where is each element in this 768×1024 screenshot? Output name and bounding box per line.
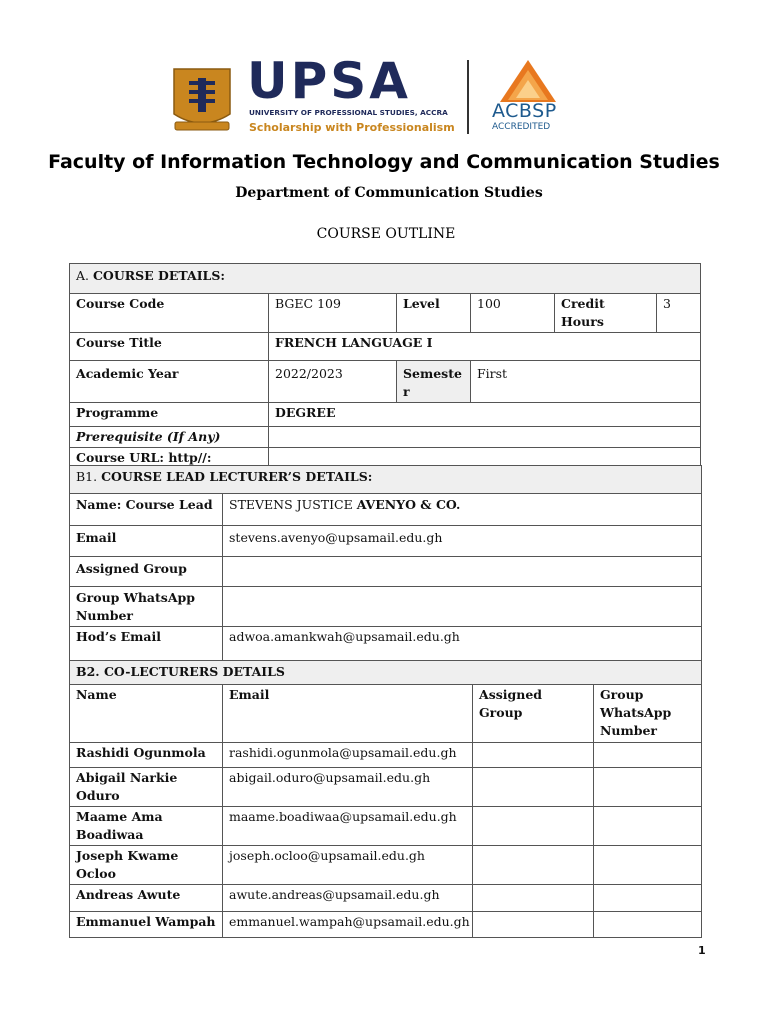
- col-header-whatsapp: Group WhatsApp Number: [594, 685, 702, 743]
- lead-name-label: Name: Course Lead: [70, 494, 223, 526]
- course-details-table: [69, 263, 701, 469]
- header-logos: [0, 0, 768, 150]
- course-code-label: Course Code: [70, 294, 269, 333]
- department-title: Department of Communication Studies: [235, 185, 543, 201]
- co-lecturer-whatsapp: [594, 807, 702, 846]
- assigned-group-value: [223, 557, 702, 587]
- col-header-assigned-group: Assigned Group: [473, 685, 594, 743]
- faculty-title: Faculty of Information Technology and Communication Studies: [48, 151, 720, 173]
- co-lecturer-email: joseph.ocloo@upsamail.edu.gh: [223, 846, 473, 885]
- co-lecturer-email: awute.andreas@upsamail.edu.gh: [223, 885, 473, 912]
- course-title-value: FRENCH LANGUAGE I: [269, 333, 701, 361]
- acbsp-triangle-icon: [500, 60, 556, 104]
- whatsapp-value: [223, 587, 702, 627]
- course-title-label: Course Title: [70, 333, 269, 361]
- co-lecturer-group: [473, 885, 594, 912]
- co-lecturer-whatsapp: [594, 885, 702, 912]
- co-lecturer-email: emmanuel.wampah@upsamail.edu.gh: [223, 912, 473, 938]
- section-a-title: COURSE DETAILS:: [92, 268, 225, 283]
- table-row: [70, 768, 702, 807]
- section-b1-title: COURSE LEAD LECTURER’S DETAILS:: [101, 469, 373, 484]
- programme-value: DEGREE: [269, 403, 701, 427]
- section-a-heading: [70, 264, 701, 294]
- co-lecturer-email: maame.boadiwaa@upsamail.edu.gh: [223, 807, 473, 846]
- table-row: [70, 912, 702, 938]
- lead-email-label: Email: [70, 526, 223, 557]
- acbsp-subtitle: ACCREDITED: [492, 122, 551, 132]
- course-code-value: BGEC 109: [269, 294, 397, 333]
- co-lecturer-whatsapp: [594, 912, 702, 938]
- co-lecturer-group: [473, 846, 594, 885]
- acbsp-wordmark: ACBSP: [492, 100, 557, 122]
- co-lecturer-group: [473, 743, 594, 768]
- table-row: [70, 846, 702, 885]
- co-lecturer-name: Emmanuel Wampah: [70, 912, 223, 938]
- col-header-name: Name: [70, 685, 223, 743]
- semester-label: Semeste r: [397, 361, 471, 403]
- level-label: Level: [397, 294, 471, 333]
- co-lecturer-email: rashidi.ogunmola@upsamail.edu.gh: [223, 743, 473, 768]
- whatsapp-label: Group WhatsApp Number: [70, 587, 223, 627]
- credit-hours-value: 3: [657, 294, 701, 333]
- table-row: [70, 885, 702, 912]
- co-lecturer-group: [473, 807, 594, 846]
- credit-hours-label: Credit Hours: [555, 294, 657, 333]
- document-title: COURSE OUTLINE: [316, 226, 456, 242]
- co-lecturer-name: Andreas Awute: [70, 885, 223, 912]
- section-b1-prefix: B1.: [76, 469, 102, 484]
- table-row: [70, 807, 702, 846]
- upsa-tagline: Scholarship with Professionalism: [249, 121, 455, 134]
- course-url-label: Course URL: http//:: [70, 448, 269, 469]
- co-lecturer-whatsapp: [594, 768, 702, 807]
- lead-name-plain: STEVENS JUSTICE: [229, 497, 357, 512]
- section-b2-heading: B2. CO-LECTURERS DETAILS: [70, 661, 702, 685]
- lecturer-details-table: [69, 465, 702, 938]
- upsa-subtitle: UNIVERSITY OF PROFESSIONAL STUDIES, ACCRA: [249, 108, 448, 117]
- programme-label: Programme: [70, 403, 269, 427]
- upsa-crest-logo: [171, 66, 233, 136]
- co-lecturer-name: Maame Ama Boadiwaa: [70, 807, 223, 846]
- assigned-group-label: Assigned Group: [70, 557, 223, 587]
- logo-divider: [467, 60, 469, 134]
- section-a-prefix: A.: [76, 268, 93, 283]
- co-lecturer-name: Rashidi Ogunmola: [70, 743, 223, 768]
- hod-email-label: Hod’s Email: [70, 627, 223, 661]
- academic-year-label: Academic Year: [70, 361, 269, 403]
- hod-email-value: adwoa.amankwah@upsamail.edu.gh: [223, 627, 702, 661]
- section-b1-heading: [70, 466, 702, 494]
- level-value: 100: [471, 294, 555, 333]
- co-lecturer-name: Joseph Kwame Ocloo: [70, 846, 223, 885]
- semester-value: First: [471, 361, 701, 403]
- upsa-wordmark: UPSA: [247, 52, 411, 110]
- lead-name-value: [223, 494, 702, 526]
- co-lecturer-group: [473, 768, 594, 807]
- co-lecturer-email: abigail.oduro@upsamail.edu.gh: [223, 768, 473, 807]
- col-header-email: Email: [223, 685, 473, 743]
- table-row: [70, 743, 702, 768]
- co-lecturer-whatsapp: [594, 743, 702, 768]
- co-lecturer-name: Abigail Narkie Oduro: [70, 768, 223, 807]
- co-lecturer-group: [473, 912, 594, 938]
- prerequisite-value: [269, 427, 701, 448]
- co-lecturer-whatsapp: [594, 846, 702, 885]
- academic-year-value: 2022/2023: [269, 361, 397, 403]
- page-number: 1: [698, 944, 706, 957]
- lead-name-bold: AVENYO & CO.: [356, 497, 461, 512]
- prerequisite-label: Prerequisite (If Any): [70, 427, 269, 448]
- lead-email-value: stevens.avenyo@upsamail.edu.gh: [223, 526, 702, 557]
